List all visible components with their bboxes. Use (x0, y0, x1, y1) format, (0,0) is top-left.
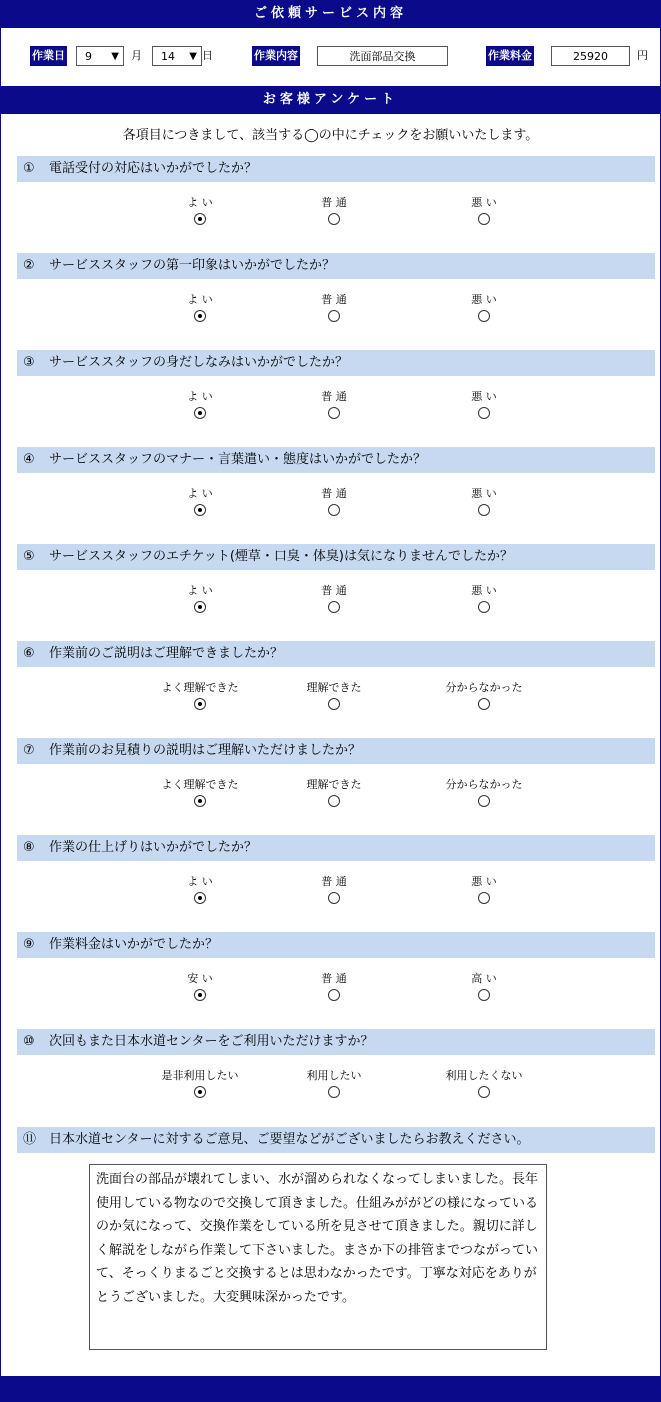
question-text: サービススタッフの身だしなみはいかがでしたか？ (49, 355, 349, 370)
footer-bar (1, 1376, 660, 1402)
option-label: よく理解できた (161, 778, 239, 791)
question-10 (17, 1029, 655, 1105)
radio-button[interactable] (328, 213, 340, 225)
question-3 (17, 350, 655, 426)
answer-options (17, 570, 655, 620)
question-number: ① (23, 161, 35, 176)
option-label: 悪 い (471, 196, 497, 209)
answer-option[interactable] (145, 390, 255, 423)
option-label: 利用したい (306, 1069, 362, 1082)
work-date-label: 作業日 (30, 46, 67, 66)
dropdown-arrow-icon: ▼ (189, 51, 197, 62)
answer-option[interactable] (279, 487, 389, 520)
radio-button[interactable] (328, 504, 340, 516)
radio-button[interactable] (194, 795, 206, 807)
radio-button[interactable] (194, 310, 206, 322)
comment-question (17, 1127, 655, 1153)
option-label: 理解できた (306, 778, 362, 791)
answer-option[interactable] (145, 584, 255, 617)
radio-button[interactable] (194, 892, 206, 904)
option-label: 悪 い (471, 390, 497, 403)
option-label: 普 通 (321, 487, 347, 500)
question-number: ⑨ (23, 937, 35, 952)
radio-button[interactable] (478, 310, 490, 322)
question-7 (17, 738, 655, 814)
option-label: よ い (187, 487, 213, 500)
answer-option[interactable] (145, 487, 255, 520)
answer-option[interactable] (279, 196, 389, 229)
option-label: 悪 い (471, 293, 497, 306)
option-label: 悪 い (471, 875, 497, 888)
answer-options (17, 182, 655, 232)
option-label: よ い (187, 293, 213, 306)
question-text: 作業料金はいかがでしたか？ (49, 937, 219, 952)
question-header (17, 156, 655, 182)
question-number: ⑦ (23, 743, 35, 758)
question-header (17, 350, 655, 376)
radio-button[interactable] (328, 601, 340, 613)
day-select[interactable] (152, 46, 202, 66)
answer-option[interactable] (429, 972, 539, 1005)
question-text: 日本水道センターに対するご意見、ご要望などがございましたらお教えください。 (49, 1132, 530, 1147)
answer-option[interactable] (429, 681, 539, 714)
answer-option[interactable] (429, 778, 539, 811)
question-number: ⑧ (23, 840, 35, 855)
question-header (17, 1029, 655, 1055)
question-number: ⑩ (23, 1034, 35, 1049)
radio-button[interactable] (194, 504, 206, 516)
question-text: サービススタッフのマナー・言葉遣い・態度はいかがでしたか？ (49, 452, 427, 467)
question-text: 作業前のお見積りの説明はご理解いただけましたか？ (49, 743, 362, 758)
option-label: 普 通 (321, 584, 347, 597)
option-label: 普 通 (321, 293, 347, 306)
question-8 (17, 835, 655, 911)
answer-option[interactable] (429, 390, 539, 423)
answer-option[interactable] (145, 681, 255, 714)
month-unit: 月 (131, 49, 142, 62)
answer-options (17, 764, 655, 814)
radio-button[interactable] (328, 698, 340, 710)
option-label: 利用したくない (445, 1069, 523, 1082)
radio-button[interactable] (328, 795, 340, 807)
radio-button[interactable] (328, 310, 340, 322)
answer-option[interactable] (279, 584, 389, 617)
radio-button[interactable] (478, 698, 490, 710)
month-select[interactable] (76, 46, 124, 66)
option-label: よく理解できた (161, 681, 239, 694)
question-text: 作業の仕上げりはいかがでしたか？ (49, 840, 258, 855)
radio-button[interactable] (194, 407, 206, 419)
question-text: サービススタッフのエチケット(煙草・口臭・体臭)は気になりませんでしたか？ (49, 549, 513, 564)
month-value: 9 (85, 50, 92, 63)
option-label: 悪 い (471, 584, 497, 597)
work-content-label: 作業内容 (252, 46, 300, 66)
question-6 (17, 641, 655, 717)
question-header (17, 932, 655, 958)
question-header (17, 1127, 655, 1153)
radio-button[interactable] (478, 213, 490, 225)
fee-field[interactable]: 25920 (551, 46, 630, 66)
radio-button[interactable] (194, 989, 206, 1001)
radio-button[interactable] (194, 601, 206, 613)
option-label: 安 い (187, 972, 213, 985)
fee-unit: 円 (637, 49, 648, 62)
answer-option[interactable] (279, 972, 389, 1005)
answer-option[interactable] (429, 487, 539, 520)
answer-option[interactable] (145, 1069, 255, 1102)
question-number: ⑪ (23, 1132, 37, 1147)
option-label: 高 い (471, 972, 497, 985)
question-text: 次回もまた日本水道センターをご利用いただけますか？ (49, 1034, 374, 1049)
instruction-text: 各項目につきまして、該当する◯の中にチェックをお願いいたします。 (122, 128, 539, 143)
question-header (17, 641, 655, 667)
answer-option[interactable] (279, 390, 389, 423)
radio-button[interactable] (328, 892, 340, 904)
answer-options (17, 376, 655, 426)
answer-option[interactable] (279, 1069, 389, 1102)
question-header (17, 253, 655, 279)
answer-options (17, 861, 655, 911)
question-number: ⑥ (23, 646, 35, 661)
day-unit: 日 (202, 49, 213, 62)
answer-options (17, 473, 655, 523)
question-2 (17, 253, 655, 329)
option-label: 普 通 (321, 390, 347, 403)
radio-button[interactable] (478, 504, 490, 516)
radio-button[interactable] (478, 601, 490, 613)
question-text: サービススタッフの第一印象はいかがでしたか？ (49, 258, 336, 273)
option-label: よ い (187, 584, 213, 597)
work-content-field[interactable]: 洗面部品交換 (317, 46, 448, 66)
option-label: 普 通 (321, 875, 347, 888)
question-5 (17, 544, 655, 620)
radio-button[interactable] (478, 795, 490, 807)
fee-label: 作業料金 (486, 46, 534, 66)
day-value: 14 (161, 50, 175, 63)
radio-button[interactable] (478, 892, 490, 904)
answer-option[interactable] (145, 293, 255, 326)
answer-option[interactable] (279, 681, 389, 714)
answer-option[interactable] (145, 875, 255, 908)
option-label: 理解できた (306, 681, 362, 694)
answer-option[interactable] (429, 875, 539, 908)
answer-option[interactable] (145, 778, 255, 811)
radio-button[interactable] (478, 407, 490, 419)
radio-button[interactable] (194, 698, 206, 710)
question-number: ③ (23, 355, 35, 370)
answer-option[interactable] (279, 875, 389, 908)
question-header (17, 447, 655, 473)
question-1 (17, 156, 655, 232)
answer-option[interactable] (429, 293, 539, 326)
answer-option[interactable] (429, 1069, 539, 1102)
question-header (17, 544, 655, 570)
question-number: ⑤ (23, 549, 35, 564)
service-info-row (1, 44, 660, 72)
option-label: よ い (187, 390, 213, 403)
option-label: 普 通 (321, 972, 347, 985)
question-number: ② (23, 258, 35, 273)
question-text: 作業前のご説明はご理解できましたか？ (49, 646, 284, 661)
radio-button[interactable] (478, 989, 490, 1001)
answer-options (17, 958, 655, 1008)
question-4 (17, 447, 655, 523)
radio-button[interactable] (478, 1086, 490, 1098)
option-label: よ い (187, 196, 213, 209)
answer-options (17, 279, 655, 329)
survey-header: お客様アンケート (1, 86, 660, 114)
answer-option[interactable] (279, 778, 389, 811)
dropdown-arrow-icon: ▼ (111, 51, 119, 62)
option-label: 分からなかった (445, 778, 523, 791)
answer-option[interactable] (429, 584, 539, 617)
option-label: 悪 い (471, 487, 497, 500)
question-header (17, 738, 655, 764)
option-label: 分からなかった (445, 681, 523, 694)
option-label: よ い (187, 875, 213, 888)
answer-option[interactable] (145, 972, 255, 1005)
answer-options (17, 1055, 655, 1105)
question-number: ④ (23, 452, 35, 467)
radio-button[interactable] (328, 989, 340, 1001)
answer-option[interactable] (145, 196, 255, 229)
radio-button[interactable] (194, 213, 206, 225)
question-text: 電話受付の対応はいかがでしたか？ (49, 161, 258, 176)
radio-button[interactable] (328, 407, 340, 419)
option-label: 普 通 (321, 196, 347, 209)
answer-option[interactable] (429, 196, 539, 229)
answer-options (17, 667, 655, 717)
service-header: ご依頼サービス内容 (1, 0, 660, 28)
radio-button[interactable] (194, 1086, 206, 1098)
option-label: 是非利用したい (161, 1069, 239, 1082)
radio-button[interactable] (328, 1086, 340, 1098)
comment-textarea[interactable]: 洗面台の部品が壊れてしまい、水が溜められなくなってしまいました。長年使用している物なので交換して頂きました。仕組みががどの様になっているのか気になって、交換作業をしている所を見させて頂きました。親切に詳しく解説をしながら作業して下さいました。まさか下の排管までつながっていて、そっくりまるごと交換するとは思わなかったです。丁寧な対応をありがとうございました。大変興味深かったです。 (89, 1164, 547, 1350)
question-9 (17, 932, 655, 1008)
answer-option[interactable] (279, 293, 389, 326)
question-header (17, 835, 655, 861)
